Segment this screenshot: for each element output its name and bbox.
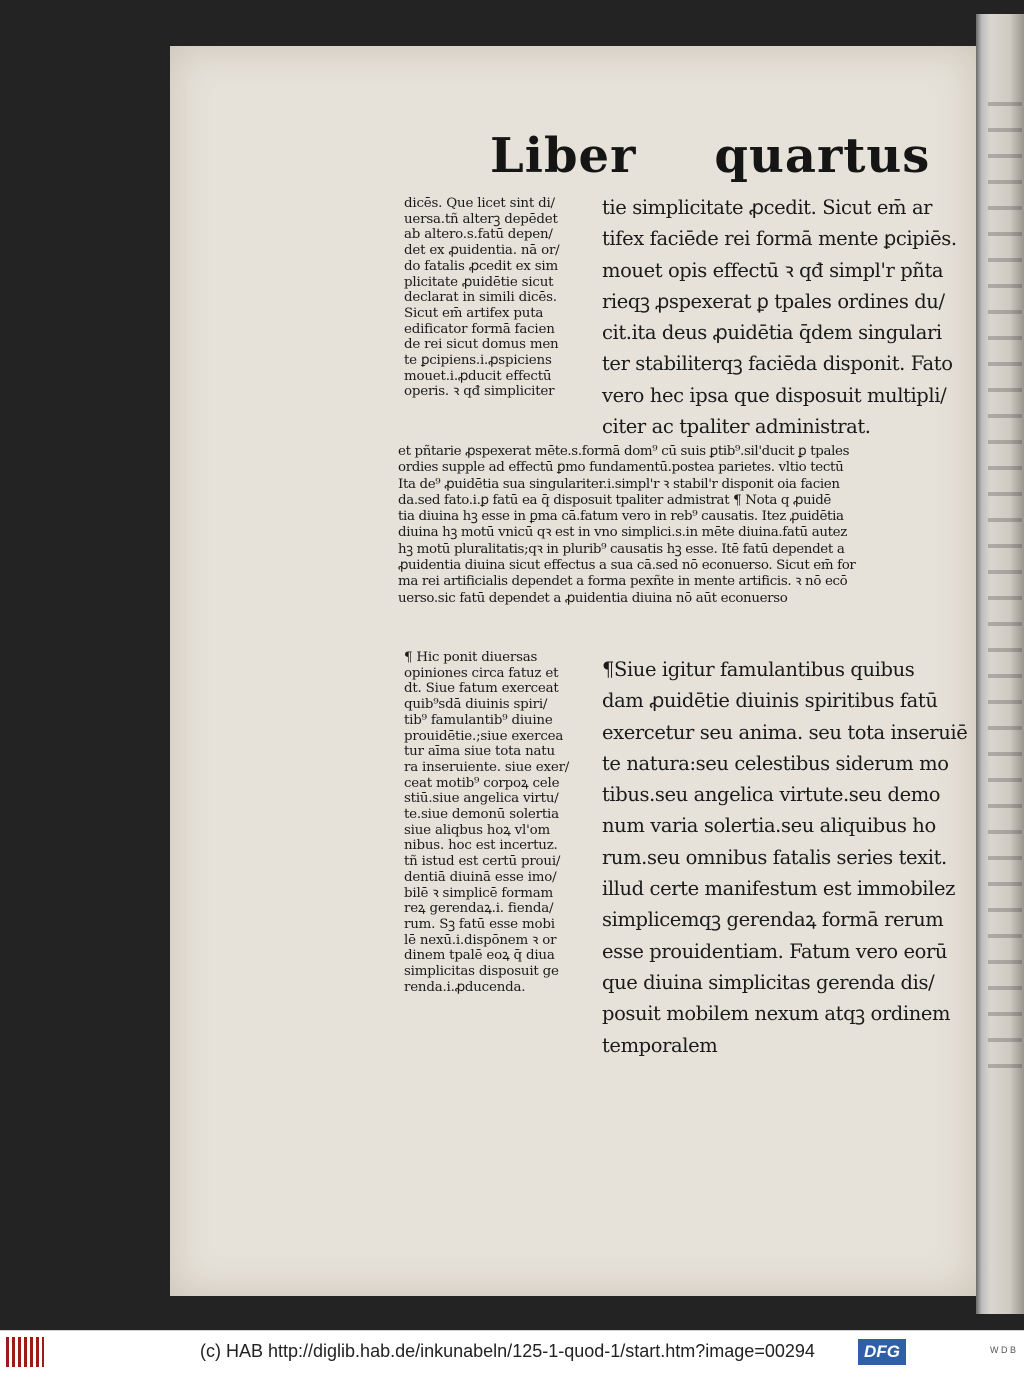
gloss-line: ꝓuidentia diuina sicut effectus a sua cā.sed nō econuerso. Sicut em̄ for <box>398 558 856 574</box>
gloss-line: quib⁹sdā diuinis spiri/ <box>404 697 548 713</box>
gloss-line: edificator formā facien <box>404 321 555 337</box>
gloss-line: tia diuina hꝫ esse in ꝑma cā.fatum vero in reb⁹ causatis. Itez ꝓuidētia <box>398 509 844 525</box>
gloss-line: siue aliqbus hoꝝ vl'om <box>404 822 550 838</box>
main-text-line: temporalem <box>602 1033 718 1057</box>
gloss-line: tñ istud est certū proui/ <box>404 854 561 870</box>
main-text-line: te natura:seu celestibus siderum mo <box>602 751 949 775</box>
gloss-line: de rei sicut domus men <box>404 337 559 353</box>
running-header <box>490 128 931 198</box>
gloss-line: prouidētie.;siue exercea <box>404 728 564 744</box>
gloss-line: opiniones circa fatuz et <box>404 665 559 681</box>
main-text-line: ¶Siue igitur famulantibus quibus <box>602 658 915 681</box>
main-text-line: num varia solertia.seu aliquibus ho <box>602 814 936 838</box>
gloss-line: uersa.tñ alterꝫ depēdet <box>404 211 558 227</box>
gloss-line: ceat motib⁹ corpoꝝ cele <box>404 775 560 791</box>
gloss-line: declarat in simili dicēs. <box>404 290 557 306</box>
gloss-line: uerso.sic fatū dependet a ꝓuidentia diuina nō aūt econuerso <box>398 590 788 606</box>
gloss-line: tib⁹ famulantib⁹ diuine <box>404 712 553 728</box>
header-word-liber: Liber <box>490 128 637 184</box>
gloss-line: da.sed fato.i.ꝑ fatū ea q̄ disposuit tpaliter admistrat ¶ Nota q ꝓuidē <box>398 492 832 508</box>
main-text-line: cit.ita deus ꝓuidētia q̄dem singulari <box>602 321 942 345</box>
gloss-line: tur aīma siue tota natu <box>404 744 555 760</box>
main-text-line: vero hec ipsa que disposuit multipli/ <box>602 383 947 407</box>
gloss-line: Sicut em̄ artifex puta <box>404 305 544 321</box>
main-text-line: rieqꝫ ꝓspexerat ꝑ tpales ordines du/ <box>602 289 945 313</box>
gloss-line: dinem tpalē eoꝝ q̄ diua <box>404 948 555 964</box>
main-text-top <box>602 192 957 442</box>
gloss-line: lē nexū.i.dispōnem ꝛ or <box>404 932 557 948</box>
hab-logo-icon <box>6 1337 44 1367</box>
main-text-line: citer ac tpaliter administrat. <box>602 415 871 439</box>
main-text-line: tifex faciēde rei formā mente ꝑcipiēs. <box>602 227 957 251</box>
gloss-line: ordies supple ad effectū ꝑmo fundamentū.postea parietes. vltio tectū <box>398 460 844 476</box>
gloss-line: ab altero.s.fatū depen/ <box>404 227 553 243</box>
main-text-line: tie simplicitate ꝓcedit. Sicut em̄ ar <box>602 196 933 219</box>
gloss-bottom <box>404 650 569 995</box>
gloss-line: ra inseruiente. siue exer/ <box>404 759 570 775</box>
gloss-line: do fatalis ꝓcedit ex sim <box>404 258 558 274</box>
gloss-line: te.siue demonū solertia <box>404 807 559 823</box>
gloss-line: hꝫ motū pluralitatis;qꝛ in plurib⁹ causatis hꝫ esse. Itē fatū dependet a <box>398 541 845 557</box>
gloss-line: te ꝑcipiens.i.ꝓspiciens <box>404 353 552 369</box>
gloss-line: rum. Sꝫ fatū esse mobi <box>404 916 555 932</box>
gloss-line: ma rei artificialis dependet a forma pexñte in mente artificis. ꝛ nō ecō <box>398 574 848 590</box>
gloss-line: operis. ꝛ qđ simpliciter <box>404 384 555 400</box>
dfg-logo[interactable]: DFG <box>858 1339 906 1365</box>
gloss-line: simplicitas disposuit ge <box>404 964 559 980</box>
gloss-line: stiū.siue angelica virtu/ <box>404 791 559 807</box>
header-word-quartus: quartus <box>714 128 931 184</box>
gloss-line: Ita de⁹ ꝓuidētia sua singulariter.i.simpl'r ꝛ stabil'r disponit oia facien <box>398 476 840 492</box>
gloss-line: dicēs. Que licet sint di/ <box>404 196 555 211</box>
gloss-line: reꝝ gerendaꝝ.i. fienda/ <box>404 901 554 917</box>
main-text-line: exercetur seu anima. seu tota inseruiē <box>602 720 968 744</box>
main-text-line: dam ꝓuidētie diuinis spiritibus fatū <box>602 689 938 713</box>
gloss-line: dentiā diuinā esse imo/ <box>404 869 557 885</box>
main-text-line: que diuina simplicitas gerenda dis/ <box>602 970 935 994</box>
gloss-line: ¶ Hic ponit diuersas <box>404 650 538 665</box>
gloss-line: dt. Siue fatum exerceat <box>404 681 559 697</box>
gloss-line: plicitate ꝓuidētie sicut <box>404 274 554 290</box>
gloss-line: mouet.i.ꝓducit effectū <box>404 368 552 384</box>
main-text-line: mouet opis effectū ꝛ qđ simpl'r pñta <box>602 258 944 282</box>
gloss-top <box>404 196 559 400</box>
main-text-bottom <box>602 654 967 1061</box>
main-text-line: rum.seu omnibus fatalis series texit. <box>602 845 947 869</box>
viewer-footer <box>0 1330 1024 1373</box>
main-text-line: simplicemqꝫ gerendaꝝ formā rerum <box>602 908 944 932</box>
gloss-line: renda.i.ꝓducenda. <box>404 979 526 995</box>
main-text-line: posuit mobilem nexum atqꝫ ordinem <box>602 1002 951 1026</box>
gloss-line: det ex ꝓuidentia. nā or/ <box>404 243 560 259</box>
main-text-line: esse prouidentiam. Fatum vero eorū <box>602 939 948 963</box>
main-text-line: ter stabiliterqꝫ faciēda disponit. Fato <box>602 352 953 376</box>
gloss-line: bilē ꝛ simplicē formam <box>404 885 553 901</box>
wdb-logo: W D B <box>990 1345 1016 1355</box>
main-text-line: illud certe manifestum est immobilez <box>602 877 955 901</box>
gloss-line: nibus. hoc est incertuz. <box>404 838 558 854</box>
copyright-url[interactable]: (c) HAB http://diglib.hab.de/inkunabeln/125-1-quod-1/start.htm?image=00294 <box>200 1341 815 1361</box>
gloss-line: diuina hꝫ motū vnicū qꝛ est in vno simplici.s.in mēte diuina.fatū autez <box>398 525 847 541</box>
gloss-wide <box>398 444 855 607</box>
next-page-bleed <box>988 80 1022 1080</box>
main-text-line: tibus.seu angelica virtute.seu demo <box>602 783 941 807</box>
gloss-line: et pñtarie ꝓspexerat mēte.s.formā dom⁹ cū suis ꝑtib⁹.sil'ducit ꝑ tpales <box>398 444 850 459</box>
